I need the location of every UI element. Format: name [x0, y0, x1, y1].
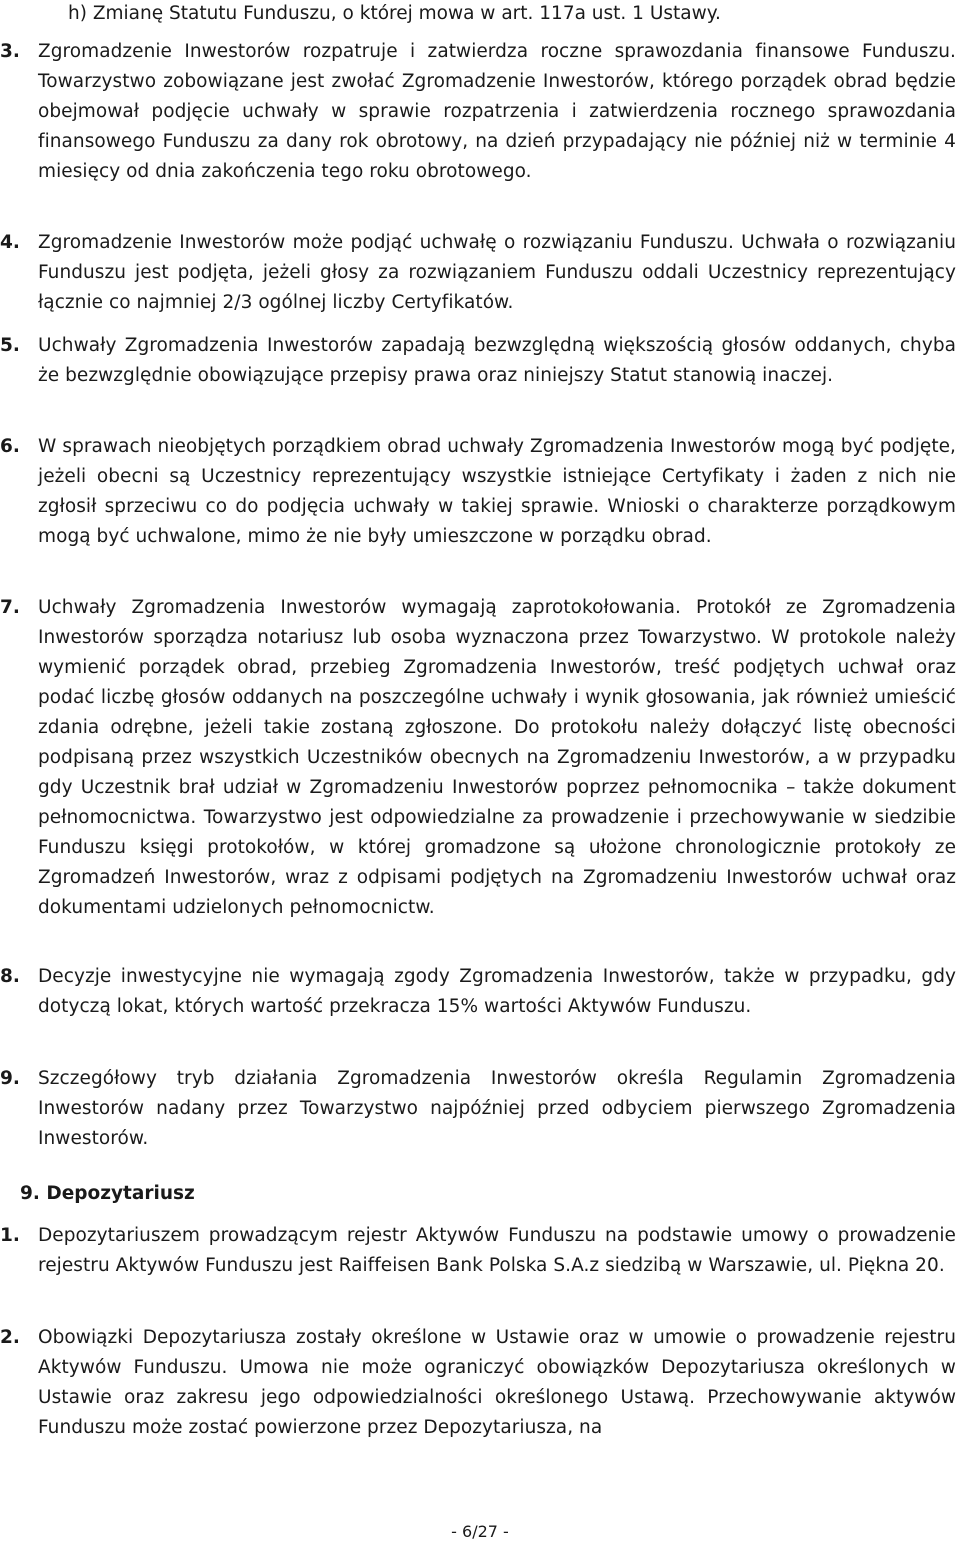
paragraph-number: 3. [0, 41, 20, 62]
paragraph-text: Obowiązki Depozytariusza zostały określone w Ustawie oraz w umowie o prowadzenie rejestru Aktywów Funduszu. Umowa nie może ograniczyć obowiązków Depozytariusza określonych w Ustawie oraz zakresu jego odpowiedzialności określonego Ustawą. Przechowywanie aktywów Funduszu może zostać powierzone przez Depozytariusza, na [38, 1327, 956, 1438]
section-paragraph-1 [0, 1221, 960, 1281]
paragraph-5 [0, 331, 960, 391]
paragraph-text: Depozytariuszem prowadzącym rejestr Aktywów Funduszu na podstawie umowy o prowadzenie rejestru Aktywów Funduszu jest Raiffeisen Bank Polska S.A.z siedzibą w Warszawie, ul. Piękna 20. [38, 1225, 956, 1276]
paragraph-3 [0, 37, 960, 187]
paragraph-text: W sprawach nieobjętych porządkiem obrad uchwały Zgromadzenia Inwestorów mogą być podjęte, jeżeli obecni są Uczestnicy reprezentujący wszystkie istniejące Certyfikaty i żaden z nich nie zgłosił sprzeciwu co do podjęcia uchwały w takiej sprawie. Wnioski o charakterze porządkowym mogą być uchwalone, mimo że nie były umieszczone w porządku obrad. [38, 436, 956, 547]
paragraph-7 [0, 593, 960, 923]
page-number: - 6/27 - [451, 1522, 509, 1541]
paragraph-9 [0, 1064, 960, 1154]
paragraph-number: 4. [0, 232, 20, 253]
section-heading: 9. Depozytariusz [20, 1183, 195, 1204]
section-paragraph-2 [0, 1323, 960, 1443]
paragraph-text: Uchwały Zgromadzenia Inwestorów zapadają bezwzględną większością głosów oddanych, chyba że bezwzględnie obowiązujące przepisy prawa oraz niniejszy Statut stanowią inaczej. [38, 335, 956, 386]
paragraph-text: Uchwały Zgromadzenia Inwestorów wymagają zaprotokołowania. Protokół ze Zgromadzenia Inwestorów sporządza notariusz lub osoba wyznaczona przez Towarzystwo. W protokole należy wymienić porządek obrad, przebieg Zgromadzenia Inwestorów, treść podjętych uchwał oraz podać liczbę głosów oddanych na poszczególne uchwały i wynik głosowania, jak również umieścić zdania odrębne, jeżeli takie zostaną zgłoszone. Do protokołu należy dołączyć listę obecności podpisaną przez wszystkich Uczestników obecnych na Zgromadzeniu Inwestorów, a w przypadku gdy Uczestnik brał udział w Zgromadzeniu Inwestorów poprzez pełnomocnika – także dokument pełnomocnictwa. Towarzystwo jest odpowiedzialne za prowadzenie i przechowywanie w siedzibie Funduszu księgi protokołów, w której gromadzone są ułożone chronologicznie protokoły ze Zgromadzeń Inwestorów, wraz z odpisami podjętych na Zgromadzeniu Inwestorów uchwał oraz dokumentami udzielonych pełnomocnictw. [38, 597, 956, 918]
paragraph-4 [0, 228, 960, 318]
paragraph-6 [0, 432, 960, 552]
paragraph-8 [0, 962, 960, 1022]
paragraph-text: Zgromadzenie Inwestorów może podjąć uchwałę o rozwiązaniu Funduszu. Uchwała o rozwiązaniu Funduszu jest podjęta, jeżeli głosy za rozwiązaniem Funduszu oddali Uczestnicy reprezentujący łącznie co najmniej 2/3 ogólnej liczby Certyfikatów. [38, 232, 956, 313]
paragraph-number: 8. [0, 966, 20, 987]
list-item-h: h) Zmianę Statutu Funduszu, o której mowa w art. 117a ust. 1 Ustawy. [68, 3, 721, 24]
paragraph-number: 1. [0, 1225, 20, 1246]
paragraph-number: 5. [0, 335, 20, 356]
paragraph-text: Szczegółowy tryb działania Zgromadzenia Inwestorów określa Regulamin Zgromadzenia Inwestorów nadany przez Towarzystwo najpóźniej przed odbyciem pierwszego Zgromadzenia Inwestorów. [38, 1068, 956, 1149]
paragraph-number: 2. [0, 1327, 20, 1348]
paragraph-number: 7. [0, 597, 20, 618]
paragraph-text: Zgromadzenie Inwestorów rozpatruje i zatwierdza roczne sprawozdania finansowe Funduszu. Towarzystwo zobowiązane jest zwołać Zgromadzenie Inwestorów, którego porządek obrad będzie obejmował podjęcie uchwały w sprawie rozpatrzenia i zatwierdzenia rocznego sprawozdania finansowego Funduszu za dany rok obrotowy, na dzień przypadający nie później niż w terminie 4 miesięcy od dnia zakończenia tego roku obrotowego. [38, 41, 956, 182]
paragraph-text: Decyzje inwestycyjne nie wymagają zgody Zgromadzenia Inwestorów, także w przypadku, gdy dotyczą lokat, których wartość przekracza 15% wartości Aktywów Funduszu. [38, 966, 956, 1017]
paragraph-number: 9. [0, 1068, 20, 1089]
paragraph-number: 6. [0, 436, 20, 457]
